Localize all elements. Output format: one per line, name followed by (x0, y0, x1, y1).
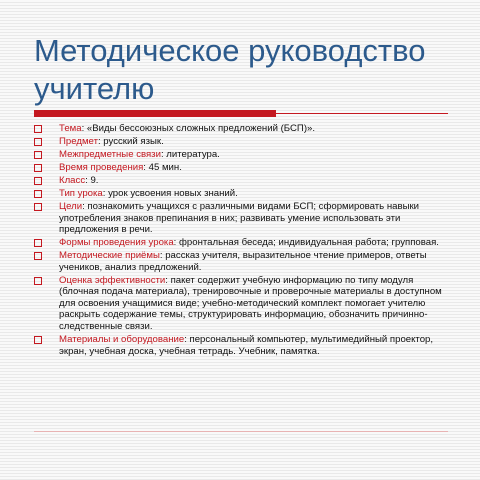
list-item-grade (34, 175, 454, 187)
item-text: : познакомить учащихся с различными видами БСП; сформировать навыки употребления знаков препинания в них; развивать умение использовать эти предложения в речи. (59, 200, 420, 236)
list-item-topic (34, 123, 454, 135)
square-bullet-icon (34, 277, 42, 285)
item-text: : персональный компьютер, мультимедийный проектор, экран, учебная доска, учебная тетрадь. Учебник, памятка. (59, 334, 434, 357)
divider-thin-line (276, 113, 448, 114)
square-bullet-icon (34, 252, 42, 260)
square-bullet-icon (34, 151, 42, 159)
list-item-methods (34, 250, 454, 273)
item-label: Методические приёмы (59, 250, 160, 262)
item-text: : пакет содержит учебную информацию по типу модуля (блочная подача материала), тренировочные и проверочные материалы в доступном для освоения учащимися виде; учебно-методический комплект помогает учителю раскрыть содержание темы, структурировать информацию, обозначить причинно-следственные связи. (59, 274, 442, 333)
square-bullet-icon (34, 190, 42, 198)
footer-divider (34, 431, 448, 432)
item-text: : 45 мин. (143, 161, 182, 173)
item-label: Межпредметные связи (59, 148, 161, 160)
item-text: : 9. (85, 174, 99, 186)
list-item-effectiveness (34, 275, 454, 333)
list-item-duration (34, 162, 454, 174)
list-item-materials (34, 334, 454, 357)
item-label: Материалы и оборудование (59, 334, 185, 345)
square-bullet-icon (34, 203, 42, 211)
slide-title: Методическое руководство учителю (34, 33, 426, 106)
title-divider (34, 110, 448, 117)
list-item-interdisciplinary (34, 149, 454, 161)
item-text: : русский язык. (97, 135, 164, 147)
list-item-subject (34, 136, 454, 148)
item-text: : «Виды бессоюзных сложных предложений (БСП)». (81, 123, 316, 134)
divider-thick-bar (34, 110, 276, 117)
item-label: Класс (59, 174, 86, 186)
square-bullet-icon (34, 177, 42, 185)
square-bullet-icon (34, 336, 42, 344)
bullet-list (34, 123, 454, 359)
item-text: : фронтальная беседа; индивидуальная работа; групповая. (173, 237, 439, 249)
item-label: Тип урока (59, 187, 103, 199)
list-item-goals (34, 201, 454, 236)
square-bullet-icon (34, 164, 42, 172)
item-text: : рассказ учителя, выразительное чтение примеров, ответы учеников, анализ предложений. (59, 250, 427, 273)
item-label: Цели (59, 200, 83, 212)
item-text: : литература. (160, 148, 220, 160)
square-bullet-icon (34, 138, 42, 146)
item-label: Формы проведения урока (59, 237, 174, 249)
item-label: Предмет (59, 135, 98, 147)
list-item-lesson-type (34, 188, 454, 200)
item-label: Оценка эффективности (59, 274, 166, 286)
square-bullet-icon (34, 239, 42, 247)
item-label: Время проведения (59, 161, 144, 173)
item-label: Тема (59, 123, 82, 134)
square-bullet-icon (34, 125, 42, 133)
item-text: : урок усвоения новых знаний. (102, 187, 238, 199)
list-item-lesson-forms (34, 237, 454, 249)
